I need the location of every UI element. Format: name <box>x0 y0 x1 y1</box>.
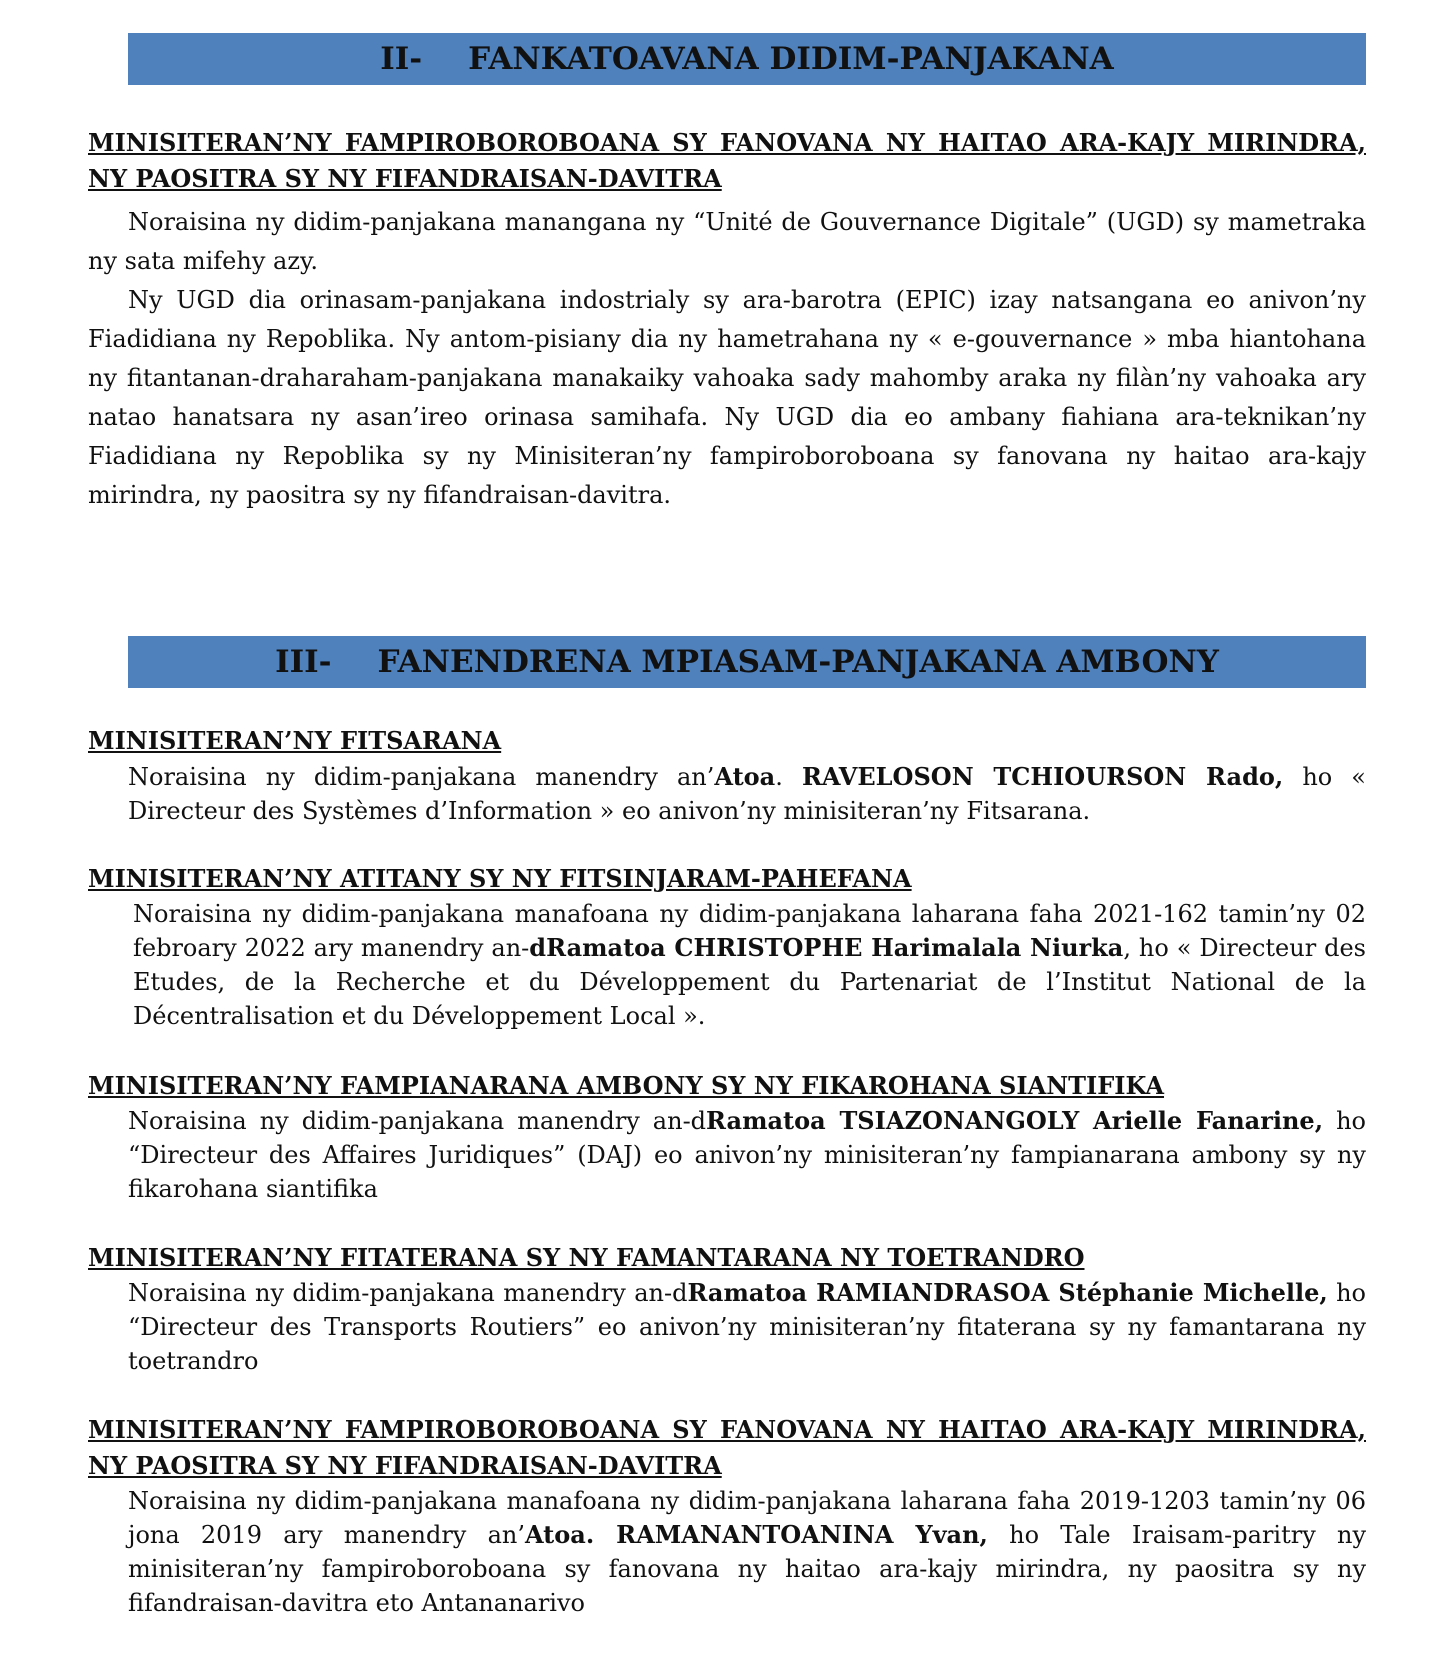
appointment-paragraph <box>128 1276 1366 1378</box>
paragraph-text: ho « Directeur des Systèmes d’Information » eo anivon’ny minisiteran’ny Fitsarana. <box>128 763 1366 825</box>
ministry-heading-atitany: MINISITERAN’NY ATITANY SY NY FITSINJARAM-PAHEFANA <box>88 864 912 893</box>
appointment-paragraph <box>128 1484 1366 1620</box>
paragraph-text: ho “Directeur des Affaires Juridiques” (DAJ) eo anivon’ny minisiteran’ny fampianarana ambony sy ny fikarohana siantifika <box>128 1107 1366 1203</box>
paragraph-text: Noraisina ny didim-panjakana manendry an’ <box>128 763 715 791</box>
ministry-heading-fampianarana: MINISITERAN’NY FAMPIANARANA AMBONY SY NY FIKAROHANA SIANTIFIKA <box>88 1071 1165 1100</box>
ministry-heading-haitao: MINISITERAN’NY FAMPIROBOROBOANA SY FANOVANA NY HAITAO ARA-KAJY MIRINDRA, NY PAOSITRA SY NY FIFANDRAISAN-DAVITRA <box>88 1415 1366 1480</box>
appointee-name: Ramatoa TSIAZONANGOLY Arielle Fanarine, <box>706 1106 1324 1135</box>
appointee-name: Atoa. RAMANANTOANINA Yvan, <box>524 1520 988 1549</box>
paragraph-text: Noraisina ny didim-panjakana manafoana ny didim-panjakana laharana faha 2019-1203 tamin’ny 06 jona 2019 ary manendry an’ <box>128 1487 1366 1549</box>
section-2-heading: MINISITERAN’NY FAMPIROBOROBOANA SY FANOVANA NY HAITAO ARA-KAJY MIRINDRA, NY PAOSITRA SY NY FIFANDRAISAN-DAVITRA <box>88 128 1366 193</box>
paragraph-bold-text: Atoa <box>714 762 776 791</box>
ministry-heading-fitsarana: MINISITERAN’NY FITSARANA <box>88 726 502 755</box>
paragraph-text: Noraisina ny didim-panjakana manafoana ny didim-panjakana laharana faha 2021-162 tamin’ny 02 febroary 2022 ary manendry an- <box>133 900 1366 962</box>
section-2-paragraph-2: Ny UGD dia orinasam-panjakana indostrialy sy ara-barotra (EPIC) izay natsangana eo anivon’ny Fiadidiana ny Repoblika. Ny antom-pisiany dia ny hametrahana ny « e-gouvernance » mba hiantohana ny fitantanan-draharaham-panjakana manakaiky vahoaka sady mahomby araka ny filàn’ny vahoaka ary natao hanatsara ny asan’ireo orinasa samihafa. Ny UGD dia eo ambany fiahiana ara-teknikan’ny Fiadidiana ny Repoblika sy ny Minisiteran’ny fampiroboroboana sy fanovana ny haitao ara-kajy mirindra, ny paositra sy ny fifandraisan-davitra. <box>88 286 1366 509</box>
paragraph-text: . <box>775 763 802 791</box>
paragraph-text: ho “Directeur des Transports Routiers” eo anivon’ny minisiteran’ny fitaterana sy ny famantarana ny toetrandro <box>128 1279 1366 1375</box>
appointee-name: dRamatoa CHRISTOPHE Harimalala Niurka <box>529 933 1124 962</box>
section-3-number: III- <box>275 644 332 680</box>
section-2-banner <box>128 33 1366 85</box>
appointment-paragraph <box>128 760 1366 828</box>
paragraph-text: Noraisina ny didim-panjakana manendry an-d <box>128 1107 707 1135</box>
section-3-banner <box>128 636 1366 688</box>
paragraph-text: ho Tale Iraisam-paritry ny minisiteran’ny fampiroboroboana sy fanovana ny haitao ara-kajy mirindra, ny paositra sy ny fifandraisan-davitra eto Antananarivo <box>128 1521 1367 1617</box>
appointee-name: RAVELOSON TCHIOURSON Rado, <box>801 762 1284 791</box>
section-3-title: FANENDRENA MPIASAM-PANJAKANA AMBONY <box>377 644 1219 680</box>
section-2-title: FANKATOAVANA DIDIM-PANJAKANA <box>468 41 1114 77</box>
appointment-paragraph <box>128 1104 1366 1206</box>
paragraph-text: , ho « Directeur des Etudes, de la Recherche et du Développement du Partenariat de l’Institut National de la Décentralisation et du Développement Local ». <box>133 934 1366 1030</box>
appointee-name: Ramatoa RAMIANDRASOA Stéphanie Michelle, <box>687 1278 1328 1307</box>
appointment-paragraph <box>133 897 1366 1033</box>
section-2-paragraph-1: Noraisina ny didim-panjakana manangana ny “Unité de Gouvernance Digitale” (UGD) sy mametraka ny sata mifehy azy. <box>88 208 1366 275</box>
ministry-heading-fitaterana: MINISITERAN’NY FITATERANA SY NY FAMANTARANA NY TOETRANDRO <box>88 1243 1085 1272</box>
section-2-number: II- <box>380 41 423 77</box>
paragraph-text: Noraisina ny didim-panjakana manendry an-d <box>128 1279 688 1307</box>
